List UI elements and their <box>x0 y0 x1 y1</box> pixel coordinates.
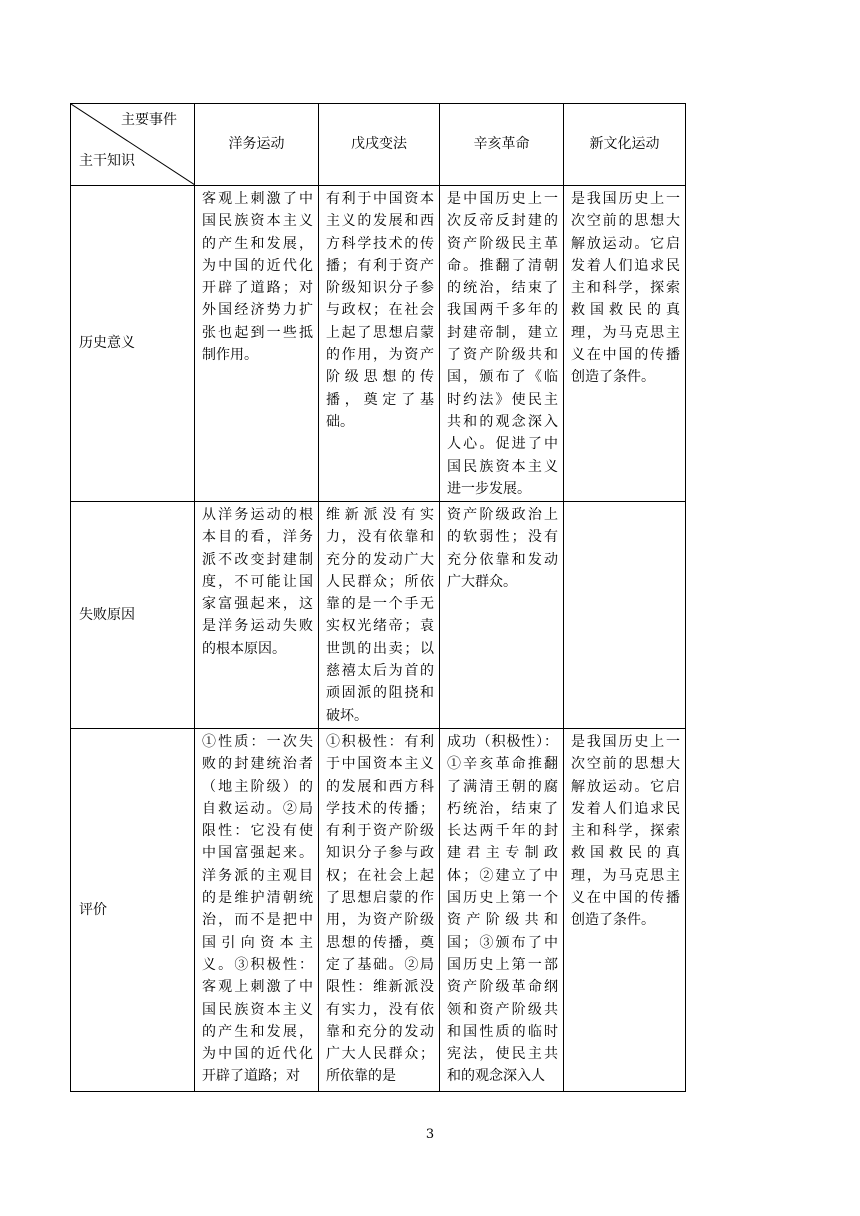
table-cell: 是中国历史上一次反帝反封建的资产阶级民主革命。推翻了清朝的统治，结束了我国两千多年的封建帝制，建立了资产阶级共和国，颁布了《临时约法》使民主共和的观念深入人心。促进了中国民族资本主义进一步发展。 <box>440 186 564 502</box>
table-cell: ①性质：一次失败的封建统治者（地主阶级）的自救运动。②局限性：它没有使中国富强起来。洋务派的主观目的是维护清朝统治，而不是把中国引向资本主义。③积极性：客观上刺激了中国民族资本主义的产生和发展，为中国的近代化开辟了道路；对 <box>195 729 319 1092</box>
table-cell: 有利于中国资本主义的发展和西方科学技术的传播；有利于资产阶级知识分子参与政权；在社会上起了思想启蒙的作用，为资产阶级思想的传播，奠定了基础。 <box>319 186 440 502</box>
row-header: 失败原因 <box>71 502 195 729</box>
column-header: 新文化运动 <box>564 104 686 186</box>
column-header: 洋务运动 <box>195 104 319 186</box>
table-row <box>71 186 686 502</box>
corner-cell <box>71 104 195 186</box>
table-cell: 从洋务运动的根本目的看，洋务派不改变封建制度，不可能让国家富强起来，这是洋务运动失败的根本原因。 <box>195 502 319 729</box>
table-cell <box>564 502 686 729</box>
table-cell: 成功（积极性）：①辛亥革命推翻了满清王朝的腐朽统治，结束了长达两千年的封建君主专制政体；②建立了中国历史上第一个资产阶级共和国；③颁布了中国历史上第一部资产阶级革命纲领和资产阶级共和国性质的临时宪法，使民主共和的观念深入人 <box>440 729 564 1092</box>
header-row <box>71 104 686 186</box>
corner-top-label: 主要事件 <box>121 112 177 128</box>
table-cell: ①积极性：有利于中国资本主义的发展和西方科学技术的传播；有利于资产阶级知识分子参与政权；在社会上起了思想启蒙的作用，为资产阶级思想的传播，奠定了基础。②局限性：维新派没有实力，没有依靠和充分的发动广大人民群众；所依靠的是 <box>319 729 440 1092</box>
column-header: 辛亥革命 <box>440 104 564 186</box>
table-cell: 维新派没有实力，没有依靠和充分的发动广大人民群众；所依靠的是一个手无实权光绪帝；袁世凯的出卖；以慈禧太后为首的顽固派的阻挠和破坏。 <box>319 502 440 729</box>
column-header: 戊戌变法 <box>319 104 440 186</box>
table-cell: 是我国历史上一次空前的思想大解放运动。它启发着人们追求民主和科学，探索救国救民的真理，为马克思主义在中国的传播创造了条件。 <box>564 186 686 502</box>
table-row <box>71 502 686 729</box>
table-cell: 资产阶级政治上的软弱性；没有充分依靠和发动广大群众。 <box>440 502 564 729</box>
table-row <box>71 729 686 1092</box>
history-table <box>70 103 686 1092</box>
row-header: 历史意义 <box>71 186 195 502</box>
table-cell: 客观上刺激了中国民族资本主义的产生和发展，为中国的近代化开辟了道路；对外国经济势力扩张也起到一些抵制作用。 <box>195 186 319 502</box>
page-number: 3 <box>425 1127 435 1142</box>
table-cell: 是我国历史上一次空前的思想大解放运动。它启发着人们追求民主和科学，探索救国救民的真理，为马克思主义在中国的传播创造了条件。 <box>564 729 686 1092</box>
corner-bottom-label: 主干知识 <box>79 153 135 169</box>
row-header: 评价 <box>71 729 195 1092</box>
